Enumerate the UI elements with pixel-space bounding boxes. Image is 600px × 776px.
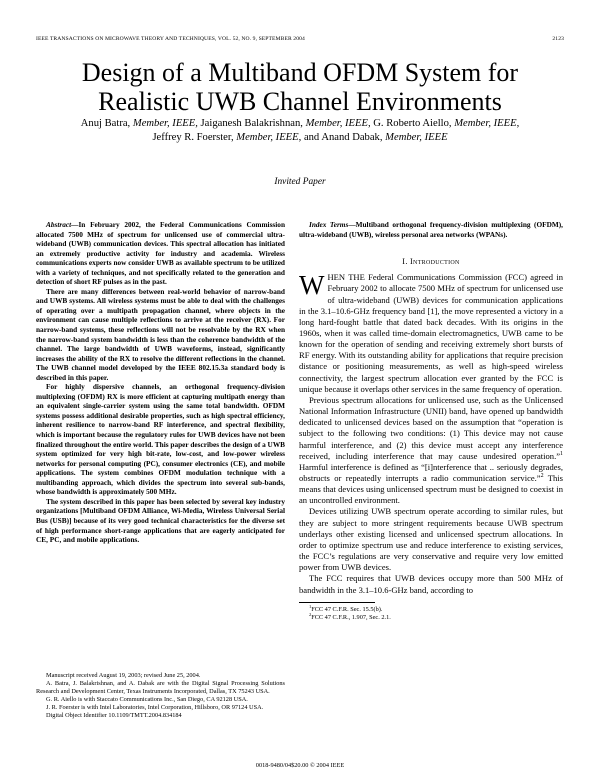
body-paragraph: Devices utilizing UWB spectrum operate according to similar rules, but they are subject to more stringent requirements because UWB spectrum underlays other existing licensed and unlicensed spectrum allocations. In order to optimize spectrum use and reduce interference to existing services, the FCC’s regulations are very conservative and require very low emitted power from UWB devices. [299, 506, 563, 573]
author-conjunction: and [303, 132, 320, 143]
copyright-line: 0018-9480/04$20.00 © 2004 IEEE [255, 762, 345, 769]
abstract-paragraph: There are many differences between real-world behavior of narrow-band and UWB systems. All wireless systems must be able to deal with the challenges of operating over a multipath propagation channel, where objects in the environment can cause multiple reflections to arrive at the receiver (RX). For narrow-band systems, these reflections will not be resolvable by the RX when the narrow-band system bandwidth is less than the coherence bandwidth of the channel. The large bandwidth of UWB waveforms, instead, significantly increases the ability of the RX to resolve the different reflections in the channel. The UWB channel model developed by the IEEE 802.15.3a standard body is described in this paper. [36, 286, 285, 382]
footnotes [309, 603, 563, 622]
drop-cap: W [299, 270, 325, 301]
author-name: Jeffrey R. Foerster, [152, 132, 234, 143]
introduction-body [299, 272, 563, 596]
paper-title [0, 58, 600, 116]
body-paragraph: WHEN THE Federal Communications Commission (FCC) agreed in February 2002 to allocate 7500 MHz of spectrum for unlicensed use of ultra-wideband (UWB) devices for communication applications in the 3.1–10.6-GHz frequency band [1], the move represented a victory in a long hard-fought battle that dated back decades. With its origins in the 1960s, when it was called time-domain electromagnetics, UWB came to be known for the operation of sending and receiving extremely short bursts of RF energy. With its outstanding ability for applications that require precision distance or positioning measurements, as well as high-speed wireless connectivity, the largest spectrum allocation ever granted by the FCC is unique because it overlaps other services in the same frequency of operation. [299, 270, 564, 394]
abstract-paragraph: The system described in this paper has been selected by several key industry organizations [Multiband OFDM Alliance, Wi-Media, Wireless Universal Serial Bus (USB)] because of its very good technical characteristics for the diverse set of high performance short-range applications that are eagerly anticipated for CE, PC, and mobile applications. [36, 496, 285, 545]
author-name: Jaiganesh Balakrishnan, [200, 118, 303, 129]
author-role: Member, IEEE, [454, 118, 520, 129]
abstract-paragraph: Abstract—In February 2002, the Federal Communications Commission allocated 7500 MHz of spectrum for unlicensed use of commercial ultra-wideband (UWB) communication devices. This spectral allocation has initiated an extremely productive activity for industry and academia. Wireless communications experts now consider UWB as available spectrum to be utilized with a variety of techniques, and not specifically related to the generation and detection of short RF pulses as in the past. [36, 220, 285, 287]
note-doi: Digital Object Identifier 10.1109/TMTT.2004.834184 [46, 711, 182, 719]
note-affiliation: J. R. Foerster is with Intel Laboratories, Intel Corporation, Hillsboro, OR 97124 USA. [46, 703, 264, 711]
footnote: $^2$FCC 47 C.F.R., 1.907, Sec. 2.1. [309, 611, 391, 621]
invited-paper-label: Invited Paper [274, 177, 326, 187]
note-affiliation: A. Batra, J. Balakrishnan, and A. Dabak are with the Digital Signal Processing Solutions Research and Development Center, Texas Instruments Incorporated, Dallas, TX 75243 USA. [36, 679, 285, 695]
journal-header: IEEE TRANSACTIONS ON MICROWAVE THEORY AND TECHNIQUES, VOL. 52, NO. 9, SEPTEMBER 2004 [36, 36, 305, 42]
running-head [36, 36, 564, 46]
abstract [36, 220, 285, 545]
author-list [60, 117, 540, 145]
body-paragraph: Previous spectrum allocations for unlicensed use, such as the Unlicensed National Information Infrastructure (UNII) band, have opened up bandwidth dedicated to unlicensed devices based on the assumption that “operation is subject to the following two conditions: (1) This device may not cause harmful interference, and (2) this device must accept any interference received, including interference that may cause undesired operation.”$^1$ Harmful interference is defined as “[i]nterference that .. seriously degrades, obstructs or repeatedly interrupts a radio communication service.”$^2$ This means that devices using unlicensed spectrum must be designed to coexist in an uncontrolled environment. [299, 394, 563, 506]
author-role: Member, IEEE, [236, 132, 302, 143]
manuscript-notes [36, 672, 285, 719]
index-terms-lead: Index Terms [309, 220, 349, 229]
abstract-lead: Abstract [46, 220, 72, 229]
footnote: $^1$FCC 47 C.F.R. Sec. 15.5(b). [309, 603, 383, 613]
right-column [299, 220, 563, 622]
title-line-2: Realistic UWB Channel Environments [98, 87, 502, 116]
page-number: 2123 [552, 36, 564, 42]
left-column [36, 220, 285, 545]
title-line-1: Design of a Multiband OFDM System for [81, 58, 519, 87]
abstract-paragraph: For highly dispersive channels, an orthogonal frequency-division multiplexing (OFDM) RX is more efficient at capturing multipath energy than an equivalent single-carrier system using the same total bandwidth. OFDM systems possess additional desirable properties, such as high spectral efficiency, inherent resilience to narrow-band RF interference, and spectral flexibility, which is important because the regulatory rules for UWB devices have not been finalized throughout the entire world. This paper describes the design of a UWB system optimized for very high bit-rate, low-cost, and low-power wireless networks for personal computing (PC), consumer electronics (CE), and mobile applications. The system combines OFDM modulation technique with a multibanding approach, which divides the spectrum into several sub-bands, whose bandwidth is approximately 500 MHz. [36, 382, 285, 497]
index-terms: Index Terms—Multiband orthogonal frequency-division multiplexing (OFDM), ultra-wideband (UWB), wireless personal area networks (WPANs). [299, 220, 564, 239]
author-name: Anand Dabak, [321, 132, 383, 143]
author-name: G. Roberto Aiello, [373, 118, 452, 129]
footnote-marker: 1 [560, 450, 563, 457]
author-name: Anuj Batra, [80, 118, 131, 129]
body-paragraph: The FCC requires that UWB devices occupy more than 500 MHz of bandwidth in the 3.1–10.6-GHz band, according to [299, 573, 563, 595]
author-role: Member, IEEE, [305, 118, 371, 129]
author-role: Member, IEEE, [132, 118, 198, 129]
author-role: Member, IEEE [385, 132, 448, 143]
section-heading: I. Introduction [402, 257, 460, 267]
footnote-rule [299, 602, 375, 603]
note-received: Manuscript received August 19, 2003; revised June 25, 2004. [46, 672, 201, 679]
note-affiliation: G. R. Aiello is with Staccato Communications Inc., San Diego, CA 92128 USA. [46, 695, 248, 703]
footnote-marker: 2 [540, 473, 544, 480]
